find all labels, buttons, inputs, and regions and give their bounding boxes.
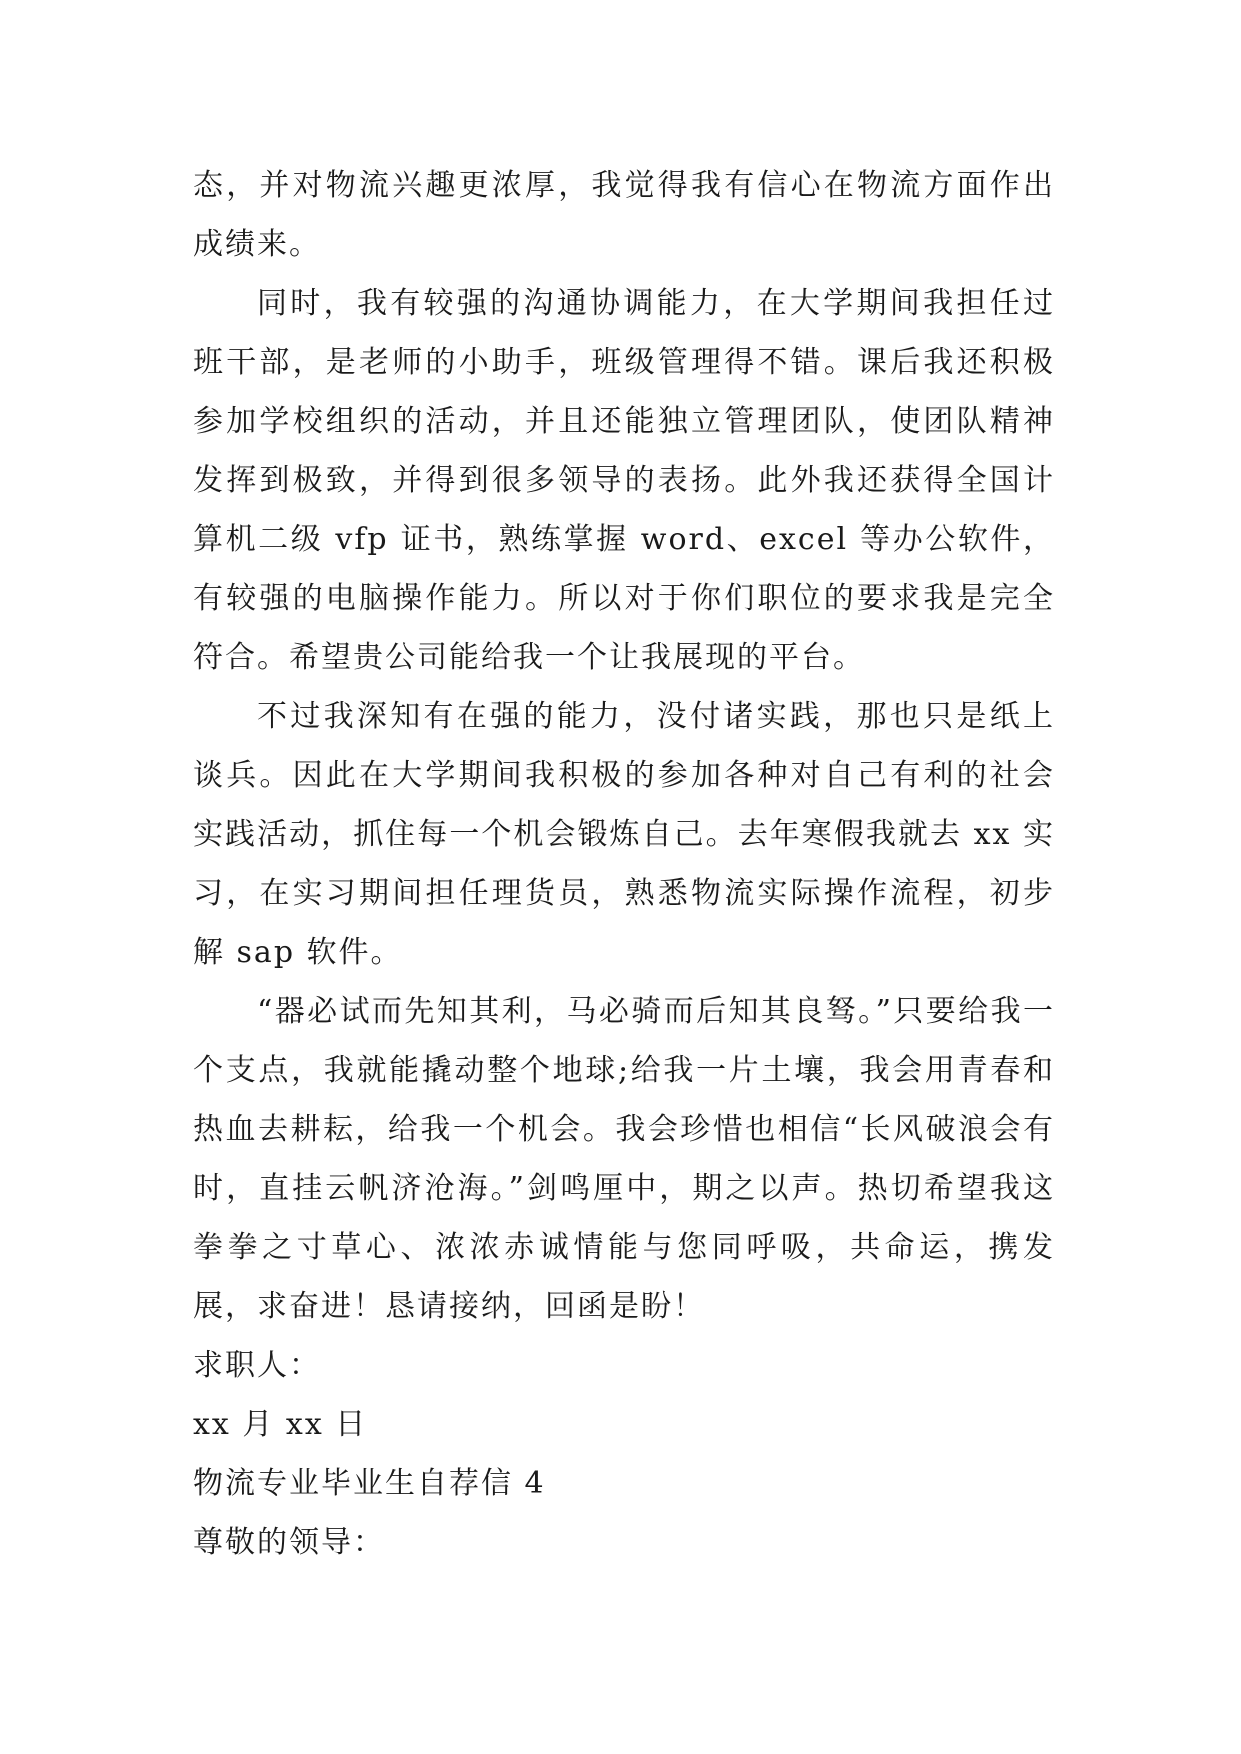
- paragraph-continuation: 态，并对物流兴趣更浓厚，我觉得我有信心在物流方面作出成绩来。: [193, 168, 1055, 262]
- next-letter-title: 物流专业毕业生自荐信 4: [193, 1466, 546, 1501]
- paragraph-skills: 同时，我有较强的沟通协调能力，在大学期间我担任过班干部，是老师的小助手，班级管理得不错。课后我还积极参加学校组织的活动，并且还能独立管理团队，使团队精神发挥到极致，并得到很多领导的表扬。此外我还获得全国计算机二级 vfp 证书，熟练掌握 word、excel 等办公软件，有较强的电脑操作能力。所以对于你们职位的要求我是完全符合。希望贵公司能给我一个让我展现的平台。: [193, 286, 1055, 675]
- applicant-label: 求职人：: [193, 1348, 321, 1383]
- signature-date: xx 月 xx 日: [193, 1407, 368, 1442]
- letter-body: [193, 156, 1055, 1572]
- paragraph-practice: 不过我深知有在强的能力，没付诸实践，那也只是纸上谈兵。因此在大学期间我积极的参加各种对自己有利的社会实践活动，抓住每一个机会锻炼自己。去年寒假我就去 xx 实习，在实习期间担任理货员，熟悉物流实际操作流程，初步解 sap 软件。: [193, 699, 1055, 970]
- greeting: 尊敬的领导：: [193, 1525, 385, 1560]
- paragraph-closing: “器必试而先知其利，马必骑而后知其良驽。”只要给我一个支点，我就能撬动整个地球;给我一片土壤，我会用青春和热血去耕耘，给我一个机会。我会珍惜也相信“长风破浪会有时，直挂云帆济沧海。”剑鸣厘中，期之以声。热切希望我这拳拳之寸草心、浓浓赤诚情能与您同呼吸，共命运，携发展，求奋进！恳请接纳，回函是盼！: [193, 994, 1055, 1324]
